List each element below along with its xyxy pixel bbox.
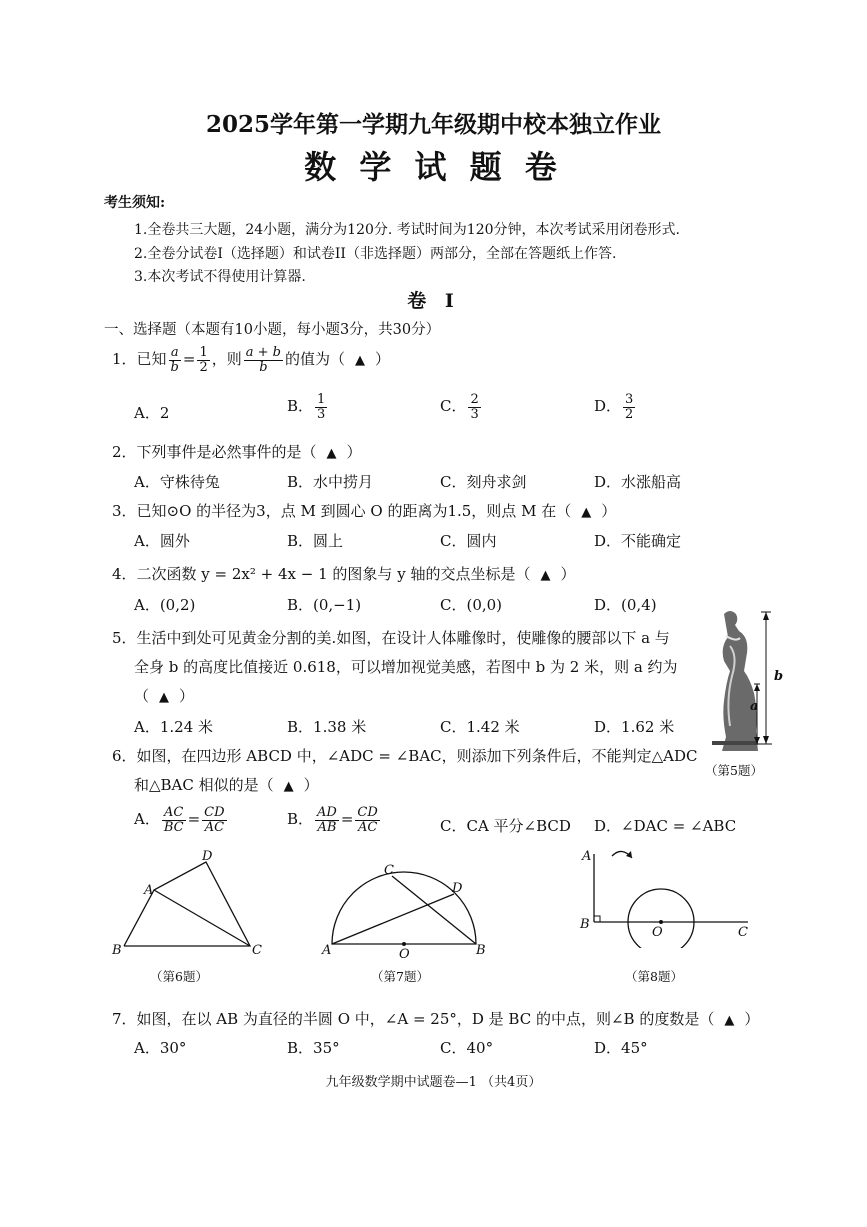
question-5-answer: （ ▲ ） <box>134 687 195 705</box>
label-a: a <box>750 699 759 714</box>
q3-option-a: A．圆外 <box>134 532 190 550</box>
q7-option-a: A．30° <box>134 1039 187 1057</box>
exam-title: 2025学年第一学期九年级期中校本独立作业 <box>205 111 661 138</box>
statue-body-shape <box>722 611 758 751</box>
q4-option-b: B．(0,−1) <box>287 596 362 614</box>
figure-8-caption: （第8题） <box>625 969 683 984</box>
notice-heading: 考生须知: <box>104 195 166 211</box>
label-D: D <box>202 850 213 864</box>
notice-item: 1.全卷共三大题，24小题，满分为120分. 考试时间为120分钟，本次考试采用闭卷形式. <box>134 222 680 238</box>
label-O: O <box>399 947 410 960</box>
q1-option-a: A．2 <box>134 404 170 422</box>
question-4: 4．二次函数 y = 2x² + 4x − 1 的图象与 y 轴的交点坐标是（ ▲ ） <box>112 565 576 583</box>
question-7: 7．如图，在以 AB 为直径的半圆 O 中，∠A = 25°，D 是 BC 的中点，则∠B 的度数是（ ▲ ） <box>112 1010 760 1028</box>
figure-6-caption: （第6题） <box>150 969 208 984</box>
label-O: O <box>652 925 663 940</box>
label-B: B <box>112 943 122 958</box>
label-C: C <box>252 943 262 958</box>
q4-option-c: C．(0,0) <box>440 596 503 614</box>
question-6-line1: 6．如图，在四边形 ABCD 中，∠ADC = ∠BAC，则添加下列条件后，不能判定△ADC <box>112 747 698 765</box>
question-5-line2: 全身 b 的高度比值接近 0.618，可以增加视觉美感，若图中 b 为 2 米，则 a 约为 <box>134 658 678 676</box>
q6-option-c: C．CA 平分∠BCD <box>440 817 571 835</box>
q6-option-a: A． $\frac{AC}{BC}$ = $\frac{CD}{AC}$ <box>134 805 225 835</box>
label-D: D <box>452 881 463 896</box>
q1-option-c: C． $\frac{2}{3}$ <box>440 392 479 422</box>
question-6-line2: 和△BAC 相似的是（ ▲ ） <box>134 776 319 794</box>
figure-7-semicircle <box>318 856 490 960</box>
chord-cb <box>392 876 476 944</box>
figure-8-rotation <box>576 844 756 948</box>
q6-option-b: B． $\frac{AD}{AB}$ = $\frac{CD}{AC}$ <box>287 805 378 835</box>
q7-option-c: C．40° <box>440 1039 494 1057</box>
q5-option-b: B．1.38 米 <box>287 718 367 736</box>
section-title: 卷 I <box>407 290 460 312</box>
q2-option-c: C．刻舟求剑 <box>440 473 527 491</box>
q2-option-a: A．守株待兔 <box>134 473 220 491</box>
q1-option-d: D． $\frac{3}{2}$ <box>594 392 634 422</box>
statue-figure <box>690 606 790 756</box>
q7-option-d: D．45° <box>594 1039 648 1057</box>
q5-option-d: D．1.62 米 <box>594 718 675 736</box>
label-A: A <box>322 943 332 958</box>
q3-option-b: B．圆上 <box>287 532 344 550</box>
page-footer: 九年级数学期中试题卷—1 （共4页） <box>325 1075 542 1090</box>
chord-ad <box>332 894 454 944</box>
part-heading: 一、选择题（本题有10小题，每小题3分，共30分） <box>104 322 441 338</box>
q5-option-a: A．1.24 米 <box>134 718 213 736</box>
q3-option-c: C．圆内 <box>440 532 497 550</box>
label-C: C <box>738 925 748 940</box>
exam-subtitle: 数 学 试 题 卷 <box>304 148 563 186</box>
question-1: 1．已知 $\frac{a}{b}$ = $\frac{1}{2}$ ，则 $\frac{a + b}{b}$ 的值为（ ▲ ） <box>112 345 391 375</box>
question-3: 3．已知⊙O 的半径为3，点 M 到圆心 O 的距离为1.5，则点 M 在（ ▲ ） <box>112 502 617 520</box>
question-2: 2．下列事件是必然事件的是（ ▲ ） <box>112 443 362 461</box>
q1-option-b: B． $\frac{1}{3}$ <box>287 392 326 422</box>
label-A: A <box>582 849 592 864</box>
figure-7-caption: （第7题） <box>371 969 429 984</box>
q2-option-b: B．水中捞月 <box>287 473 374 491</box>
q3-option-d: D．不能确定 <box>594 532 682 550</box>
q7-option-b: B．35° <box>287 1039 340 1057</box>
q2-option-d: D．水涨船高 <box>594 473 682 491</box>
q4-option-a: A．(0,2) <box>134 596 196 614</box>
label-b: b <box>774 669 784 684</box>
q4-option-d: D．(0,4) <box>594 596 657 614</box>
right-angle-mark <box>594 916 600 922</box>
label-C: C <box>384 863 394 878</box>
q5-option-c: C．1.42 米 <box>440 718 520 736</box>
question-5-line1: 5．生活中到处可见黄金分割的美.如图，在设计人体雕像时，使雕像的腰部以下 a 与 <box>112 629 670 647</box>
statue-base <box>712 741 758 745</box>
label-B: B <box>580 917 590 932</box>
notice-item: 3.本次考试不得使用计算器. <box>134 269 306 285</box>
notice-item: 2.全卷分试卷I（选择题）和试卷II（非选择题）两部分，全部在答题纸上作答. <box>134 246 617 262</box>
quad-abcd <box>124 862 250 946</box>
figure-5-caption: （第5题） <box>705 763 763 778</box>
q6-option-d: D．∠DAC = ∠ABC <box>594 817 737 835</box>
center-o <box>659 920 663 924</box>
center-o <box>402 942 406 946</box>
label-B: B <box>476 943 486 958</box>
figure-6-quadrilateral <box>108 850 268 958</box>
label-A: A <box>144 883 154 898</box>
